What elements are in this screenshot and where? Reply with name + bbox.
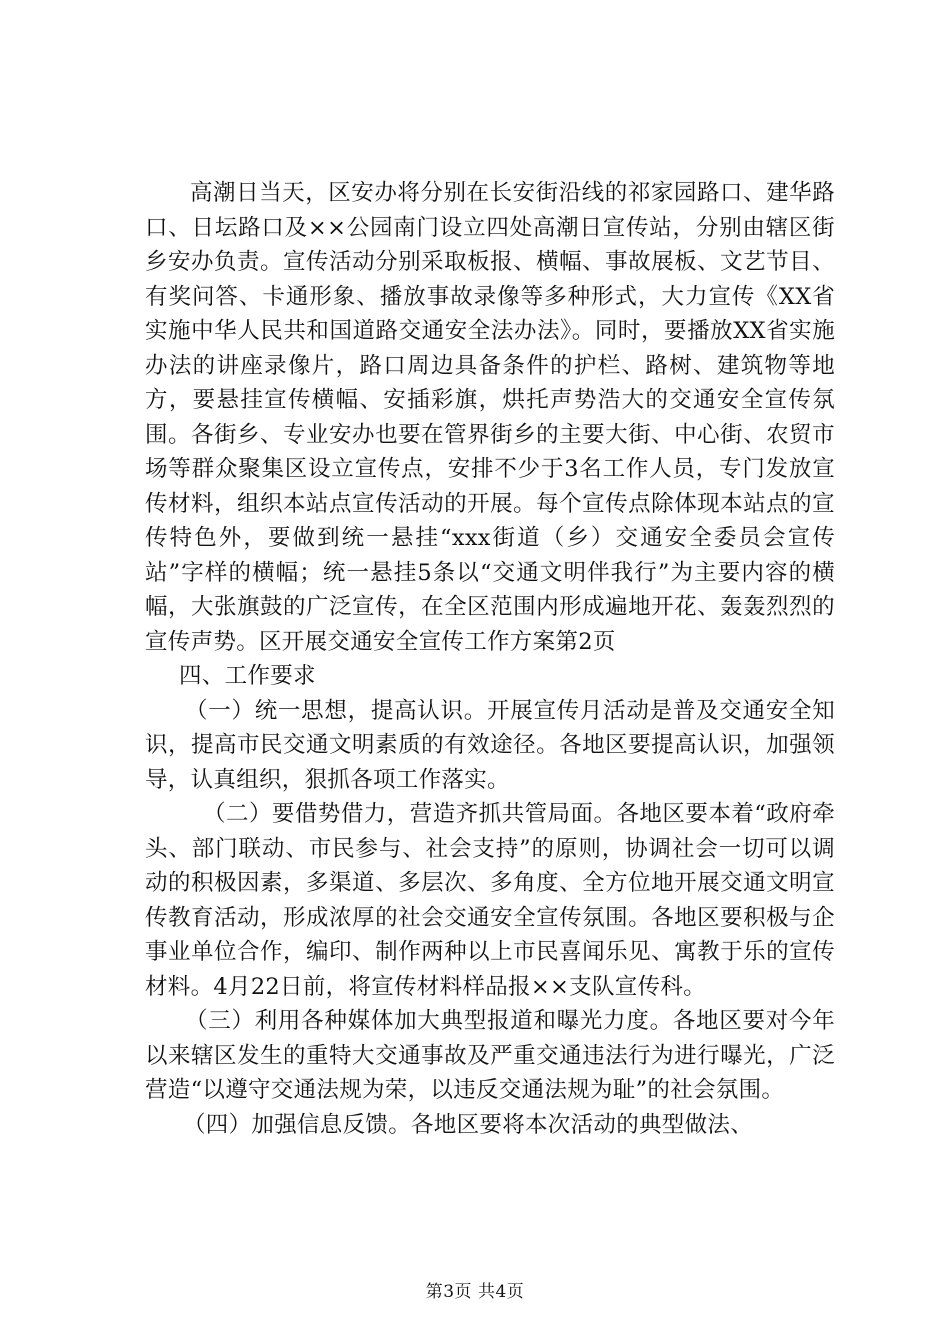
section-heading-work-requirements: 四、工作要求 bbox=[179, 663, 316, 689]
paragraph-requirement-4: （四）加强信息反馈。各地区要将本次活动的典型做法、 bbox=[183, 1111, 754, 1138]
paragraph-requirement-2: （二）要借势借力，营造齐抓共管局面。各地区要本着“政府牵头、部门联动、市民参与、社会支持”的原则，协调社会一切可以调动的积极因素，多渠道、多层次、多角度、全方位地开展交通文明宣传教育活动，形成浓厚的社会交通安全宣传氛围。各地区要积极与企事业单位合作，编印、制作两种以上市民喜闻乐见、寓教于乐的宣传材料。4月22日前，将宣传材料样品报××支队宣传科。 bbox=[145, 801, 835, 1000]
paragraph-requirement-3: （三）利用各种媒体加大典型报道和曝光力度。各地区要对今年以来辖区发生的重特大交通事故及严重交通违法行为进行曝光，广泛营造“以遵守交通法规为荣，以违反交通法规为耻”的社会氛围。 bbox=[145, 1008, 835, 1103]
paragraph-requirement-1: （一）统一思想，提高认识。开展宣传月活动是普及交通安全知识，提高市民交通文明素质的有效途径。各地区要提高认识，加强领导，认真组织，狠抓各项工作落实。 bbox=[145, 697, 835, 793]
document-body bbox=[145, 176, 835, 1142]
page-footer: 第3页 共4页 bbox=[425, 1282, 525, 1302]
paragraph-publicity-day: 高潮日当天，区安办将分别在长安街沿线的祁家园路口、建华路口、日坛路口及××公园南门设立四处高潮日宣传站，分别由辖区街乡安办负责。宣传活动分别采取板报、横幅、事故展板、文艺节目、有奖问答、卡通形象、播放事故录像等多种形式，大力宣传《XX省实施中华人民共和国道路交通安全法办法》。同时，要播放XX省实施办法的讲座录像片，路口周边具备条件的护栏、路树、建筑物等地方，要悬挂宣传横幅、安插彩旗，烘托声势浩大的交通安全宣传氛围。各街乡、专业安办也要在管界街乡的主要大街、中心街、农贸市场等群众聚集区设立宣传点，安排不少于3名工作人员，专门发放宣传材料，组织本站点宣传活动的开展。每个宣传点除体现本站点的宣传特色外，要做到统一悬挂“xxx街道（乡）交通安全委员会宣传站”字样的横幅；统一悬挂5条以“交通文明伴我行”为主要内容的横幅，大张旗鼓的广泛宣传，在全区范围内形成遍地开花、轰轰烈烈的宣传声势。区开展交通安全宣传工作方案第2页 bbox=[145, 180, 835, 655]
